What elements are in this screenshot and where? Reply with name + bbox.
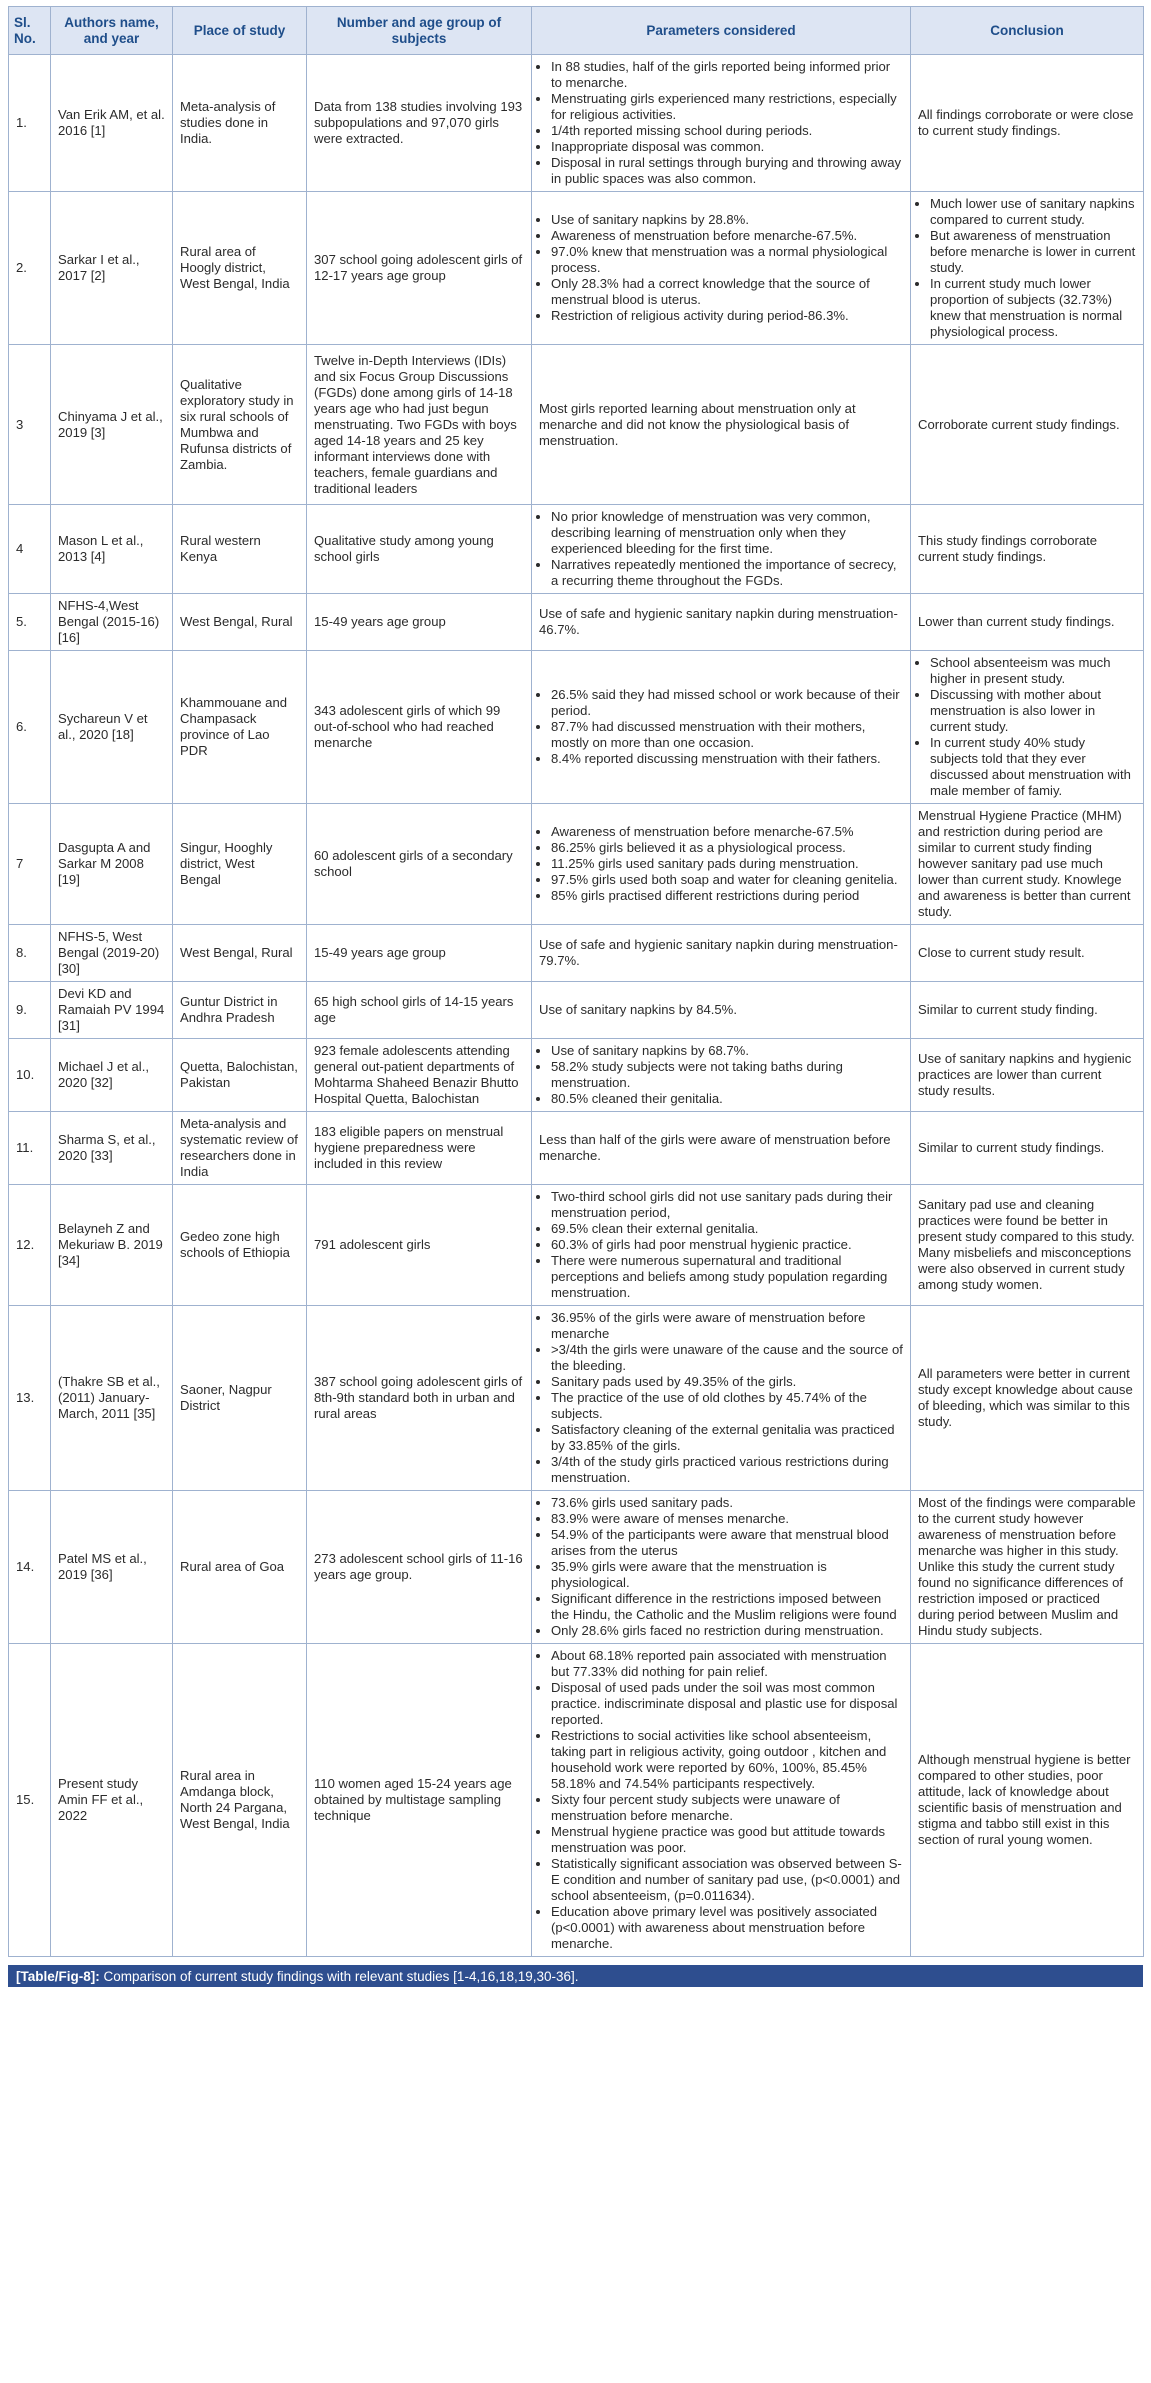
cell-parameters — [532, 804, 911, 925]
cell-subjects: 65 high school girls of 14-15 years age — [307, 982, 532, 1039]
cell-author: Present study Amin FF et al., 2022 — [51, 1644, 173, 1957]
comparison-table — [8, 6, 1144, 1957]
parameter-item: • In 88 studies, half of the girls reported being informed prior to menarche. — [551, 59, 903, 91]
parameter-item: Use of sanitary napkins by 84.5%. — [539, 1002, 737, 1017]
header-parameters: Parameters considered — [532, 7, 911, 55]
cell-author: Mason L et al., 2013 [4] — [51, 505, 173, 594]
parameter-item: • >3/4th the girls were unaware of the cause and the source of the bleeding. — [551, 1342, 903, 1374]
cell-conclusion — [911, 925, 1144, 982]
parameter-item: • Only 28.3% had a correct knowledge that the source of menstrual blood is uterus. — [551, 276, 903, 308]
parameter-item: • No prior knowledge of menstruation was very common, describing learning of menstruation only when they experienced bleeding for the first time. — [551, 509, 903, 557]
cell-place: West Bengal, Rural — [173, 594, 307, 651]
table-row — [9, 925, 1144, 982]
parameter-item-list — [539, 1189, 903, 1301]
parameter-item: • 87.7% had discussed menstruation with their mothers, mostly on more than one occasion. — [551, 719, 903, 751]
parameter-item: • Disposal in rural settings through burying and throwing away in public spaces was also common. — [551, 155, 903, 187]
parameter-item-list — [539, 212, 903, 324]
header-sl-no: Sl. No. — [9, 7, 51, 55]
cell-subjects: Twelve in-Depth Interviews (IDIs) and six Focus Group Discussions (FGDs) done among girls of 14-18 years age who had just begun menstruating. Two FGDs with boys aged 14-18 years and 25 key informant interviews done with teachers, female guardians and traditional leaders — [307, 345, 532, 505]
cell-subjects: Qualitative study among young school girls — [307, 505, 532, 594]
cell-sl-no: 8. — [9, 925, 51, 982]
cell-place: Guntur District in Andhra Pradesh — [173, 982, 307, 1039]
cell-conclusion — [911, 1039, 1144, 1112]
parameter-item: • The practice of the use of old clothes by 45.74% of the subjects. — [551, 1390, 903, 1422]
parameter-item: • 1/4th reported missing school during periods. — [551, 123, 903, 139]
table-row — [9, 594, 1144, 651]
cell-conclusion — [911, 982, 1144, 1039]
cell-sl-no: 11. — [9, 1112, 51, 1185]
parameter-item: • 8.4% reported discussing menstruation with their fathers. — [551, 751, 903, 767]
cell-parameters — [532, 1644, 911, 1957]
parameter-item: • 86.25% girls believed it as a physiological process. — [551, 840, 903, 856]
cell-sl-no: 7 — [9, 804, 51, 925]
parameter-item: • 60.3% of girls had poor menstrual hygienic practice. — [551, 1237, 903, 1253]
cell-parameters — [532, 1306, 911, 1491]
table-row — [9, 804, 1144, 925]
cell-conclusion — [911, 1185, 1144, 1306]
table-row — [9, 1491, 1144, 1644]
cell-parameters — [532, 594, 911, 651]
parameter-item: • There were numerous supernatural and traditional perceptions and beliefs among study population regarding menstruation. — [551, 1253, 903, 1301]
conclusion-item: • School absenteeism was much higher in present study. — [930, 655, 1136, 687]
cell-sl-no: 14. — [9, 1491, 51, 1644]
cell-author: Chinyama J et al., 2019 [3] — [51, 345, 173, 505]
cell-conclusion — [911, 1306, 1144, 1491]
cell-place: Meta-analysis of studies done in India. — [173, 55, 307, 192]
cell-author: Patel MS et al., 2019 [36] — [51, 1491, 173, 1644]
parameter-item: • Restriction of religious activity during period-86.3%. — [551, 308, 903, 324]
cell-author: Belayneh Z and Mekuriaw B. 2019 [34] — [51, 1185, 173, 1306]
conclusion-item-list — [918, 655, 1136, 799]
conclusion-item: Close to current study result. — [918, 945, 1085, 960]
cell-subjects: 307 school going adolescent girls of 12-17 years age group — [307, 192, 532, 345]
parameter-item: • 85% girls practised different restrictions during period — [551, 888, 903, 904]
cell-parameters — [532, 192, 911, 345]
cell-conclusion — [911, 594, 1144, 651]
parameter-item: • Sixty four percent study subjects were unaware of menstruation before menarche. — [551, 1792, 903, 1824]
cell-subjects: 183 eligible papers on menstrual hygiene preparedness were included in this review — [307, 1112, 532, 1185]
parameter-item: • Only 28.6% girls faced no restriction during menstruation. — [551, 1623, 903, 1639]
conclusion-item: Lower than current study findings. — [918, 614, 1115, 629]
cell-sl-no: 5. — [9, 594, 51, 651]
parameter-item: • 97.0% knew that menstruation was a normal physiological process. — [551, 244, 903, 276]
cell-conclusion — [911, 1112, 1144, 1185]
parameter-item: Use of safe and hygienic sanitary napkin during menstruation-79.7%. — [539, 937, 898, 968]
cell-parameters — [532, 345, 911, 505]
header-subjects: Number and age group of subjects — [307, 7, 532, 55]
conclusion-item: Although menstrual hygiene is better compared to other studies, poor attitude, lack of knowledge about scientific basis of menstruation and stigma and tabbo still exist in this section of rural young women. — [918, 1752, 1131, 1847]
table-row — [9, 1112, 1144, 1185]
parameter-item-list — [539, 1310, 903, 1486]
cell-sl-no: 15. — [9, 1644, 51, 1957]
cell-conclusion — [911, 345, 1144, 505]
cell-parameters — [532, 1112, 911, 1185]
cell-conclusion — [911, 804, 1144, 925]
cell-sl-no: 2. — [9, 192, 51, 345]
parameter-item: • Use of sanitary napkins by 68.7%. — [551, 1043, 903, 1059]
conclusion-item: All findings corroborate or were close to current study findings. — [918, 107, 1134, 138]
parameter-item: • 35.9% girls were aware that the menstruation is physiological. — [551, 1559, 903, 1591]
cell-conclusion — [911, 1491, 1144, 1644]
conclusion-item: Menstrual Hygiene Practice (MHM) and restriction during period are similar to current study finding however sanitary pad use much lower than current study. Knowlege and awareness is better than current study. — [918, 808, 1131, 919]
conclusion-item: • Much lower use of sanitary napkins compared to current study. — [930, 196, 1136, 228]
cell-author: NFHS-4,West Bengal (2015-16) [16] — [51, 594, 173, 651]
cell-place: Meta-analysis and systematic review of researchers done in India — [173, 1112, 307, 1185]
header-conclusion: Conclusion — [911, 7, 1144, 55]
parameter-item-list — [539, 59, 903, 187]
table-row — [9, 651, 1144, 804]
parameter-item: Less than half of the girls were aware of menstruation before menarche. — [539, 1132, 891, 1163]
cell-author: Michael J et al., 2020 [32] — [51, 1039, 173, 1112]
cell-parameters — [532, 651, 911, 804]
parameter-item: • Narratives repeatedly mentioned the importance of secrecy, a recurring theme throughout the FGDs. — [551, 557, 903, 589]
cell-place: Gedeo zone high schools of Ethiopia — [173, 1185, 307, 1306]
table-row — [9, 1306, 1144, 1491]
table-body — [9, 55, 1144, 1957]
parameter-item: • 36.95% of the girls were aware of menstruation before menarche — [551, 1310, 903, 1342]
conclusion-item-list — [918, 196, 1136, 340]
parameter-item-list — [539, 824, 903, 904]
cell-sl-no: 1. — [9, 55, 51, 192]
parameter-item: • Two-third school girls did not use sanitary pads during their menstruation period, — [551, 1189, 903, 1221]
cell-place: Rural area of Goa — [173, 1491, 307, 1644]
caption-label: [Table/Fig-8]: — [16, 1969, 100, 1984]
parameter-item-list — [539, 509, 903, 589]
cell-subjects: 60 adolescent girls of a secondary school — [307, 804, 532, 925]
table-row — [9, 1185, 1144, 1306]
cell-sl-no: 4 — [9, 505, 51, 594]
conclusion-item: All parameters were better in current study except knowledge about cause of bleeding, which was similar to this study. — [918, 1366, 1133, 1429]
parameter-item: • 58.2% study subjects were not taking baths during menstruation. — [551, 1059, 903, 1091]
conclusion-item: Corroborate current study findings. — [918, 416, 1120, 432]
conclusion-item: Use of sanitary napkins and hygienic practices are lower than current study results. — [918, 1051, 1132, 1098]
cell-author: Devi KD and Ramaiah PV 1994 [31] — [51, 982, 173, 1039]
cell-sl-no: 9. — [9, 982, 51, 1039]
parameter-item: • Awareness of menstruation before menarche-67.5%. — [551, 228, 903, 244]
cell-subjects: 791 adolescent girls — [307, 1185, 532, 1306]
table-row — [9, 55, 1144, 192]
cell-subjects: Data from 138 studies involving 193 subpopulations and 97,070 girls were extracted. — [307, 55, 532, 192]
cell-subjects: 343 adolescent girls of which 99 out-of-school who had reached menarche — [307, 651, 532, 804]
parameter-item: • Inappropriate disposal was common. — [551, 139, 903, 155]
cell-sl-no: 10. — [9, 1039, 51, 1112]
parameter-item: • Awareness of menstruation before menarche-67.5% — [551, 824, 903, 840]
cell-parameters — [532, 55, 911, 192]
cell-subjects: 15-49 years age group — [307, 925, 532, 982]
parameter-item: • Menstrual hygiene practice was good but attitude towards menstruation was poor. — [551, 1824, 903, 1856]
conclusion-item: Sanitary pad use and cleaning practices were found be better in present study compared to this study. Many misbeliefs and misconceptions were also observed in current study among study women. — [918, 1197, 1135, 1292]
conclusion-item: • Discussing with mother about menstruation is also lower in current study. — [930, 687, 1136, 735]
cell-author: Sharma S, et al., 2020 [33] — [51, 1112, 173, 1185]
cell-place: Rural area of Hoogly district, West Bengal, India — [173, 192, 307, 345]
cell-subjects: 110 women aged 15-24 years age obtained by multistage sampling technique — [307, 1644, 532, 1957]
cell-subjects: 923 female adolescents attending general out-patient departments of Mohtarma Shaheed Benazir Bhutto Hospital Quetta, Balochistan — [307, 1039, 532, 1112]
cell-place: Quetta, Balochistan, Pakistan — [173, 1039, 307, 1112]
parameter-item: • 3/4th of the study girls practiced various restrictions during menstruation. — [551, 1454, 903, 1486]
parameter-item-list — [539, 1495, 903, 1639]
parameter-item: • 69.5% clean their external genitalia. — [551, 1221, 903, 1237]
parameter-item: • Satisfactory cleaning of the external genitalia was practiced by 33.85% of the girls. — [551, 1422, 903, 1454]
parameter-item: • Menstruating girls experienced many restrictions, especially for religious activities. — [551, 91, 903, 123]
parameter-item: • 97.5% girls used both soap and water for cleaning genitelia. — [551, 872, 903, 888]
table-row — [9, 505, 1144, 594]
header-place: Place of study — [173, 7, 307, 55]
conclusion-item: • But awareness of menstruation before menarche is lower in current study. — [930, 228, 1136, 276]
cell-conclusion — [911, 1644, 1144, 1957]
parameter-item: • About 68.18% reported pain associated with menstruation but 77.33% did nothing for pain relief. — [551, 1648, 903, 1680]
parameter-item: • Significant difference in the restrictions imposed between the Hindu, the Catholic and the Muslim religions were found — [551, 1591, 903, 1623]
cell-place: Saoner, Nagpur District — [173, 1306, 307, 1491]
cell-subjects: 273 adolescent school girls of 11-16 years age group. — [307, 1491, 532, 1644]
parameter-item: • 80.5% cleaned their genitalia. — [551, 1091, 903, 1107]
cell-author: (Thakre SB et al., (2011) January-March, 2011 [35] — [51, 1306, 173, 1491]
cell-parameters — [532, 1491, 911, 1644]
cell-parameters — [532, 505, 911, 594]
cell-place: Rural western Kenya — [173, 505, 307, 594]
parameter-item: • Education above primary level was positively associated (p<0.0001) with awareness about menstruation before menarche. — [551, 1904, 903, 1952]
cell-author: Sarkar I et al., 2017 [2] — [51, 192, 173, 345]
parameter-item: • Restrictions to social activities like school absenteeism, taking part in religious activity, going outdoor , kitchen and household work were reported by 60%, 100%, 85.45% 58.18% and 74.54% participants respectively. — [551, 1728, 903, 1792]
cell-place: West Bengal, Rural — [173, 925, 307, 982]
parameter-item: • Use of sanitary napkins by 28.8%. — [551, 212, 903, 228]
cell-place: Singur, Hooghly district, West Bengal — [173, 804, 307, 925]
header-authors: Authors name, and year — [51, 7, 173, 55]
cell-place: Khammouane and Champasack province of Lao PDR — [173, 651, 307, 804]
parameter-item: • Sanitary pads used by 49.35% of the girls. — [551, 1374, 903, 1390]
table-row — [9, 192, 1144, 345]
cell-parameters — [532, 925, 911, 982]
cell-parameters — [532, 1185, 911, 1306]
table-row — [9, 1644, 1144, 1957]
cell-author: Dasgupta A and Sarkar M 2008 [19] — [51, 804, 173, 925]
conclusion-item: Similar to current study findings. — [918, 1140, 1105, 1155]
cell-sl-no: 13. — [9, 1306, 51, 1491]
parameter-item-list — [539, 687, 903, 767]
cell-author: NFHS-5, West Bengal (2019-20) [30] — [51, 925, 173, 982]
parameter-item: • 26.5% said they had missed school or work because of their period. — [551, 687, 903, 719]
cell-parameters — [532, 982, 911, 1039]
table-row — [9, 982, 1144, 1039]
cell-subjects: 387 school going adolescent girls of 8th-9th standard both in urban and rural areas — [307, 1306, 532, 1491]
parameter-item: • Statistically significant association was observed between S-E condition and number of sanitary pad use, (p<0.0001) and school absenteeism, (p=0.011634). — [551, 1856, 903, 1904]
cell-author: Sychareun V et al., 2020 [18] — [51, 651, 173, 804]
conclusion-item: This study findings corroborate current study findings. — [918, 533, 1098, 564]
cell-sl-no: 6. — [9, 651, 51, 804]
cell-conclusion — [911, 55, 1144, 192]
cell-sl-no: 3 — [9, 345, 51, 505]
cell-place: Qualitative exploratory study in six rural schools of Mumbwa and Rufunsa districts of Zambia. — [173, 345, 307, 505]
parameter-item: • 83.9% were aware of menses menarche. — [551, 1511, 903, 1527]
conclusion-item: • In current study 40% study subjects told that they ever discussed about menstruation with male member of famiy. — [930, 735, 1136, 799]
conclusion-item: • In current study much lower proportion of subjects (32.73%) knew that menstruation is normal physiological process. — [930, 276, 1136, 340]
table-row — [9, 1039, 1144, 1112]
conclusion-item: Most of the findings were comparable to the current study however awareness of menstruation before menarche was higher in this study. Unlike this study the current study found no significance differences of restriction imposed or practiced during period between Muslim and Hindu study subjects. — [918, 1495, 1136, 1638]
parameter-item-list — [539, 1043, 903, 1107]
cell-author: Van Erik AM, et al. 2016 [1] — [51, 55, 173, 192]
cell-conclusion — [911, 192, 1144, 345]
cell-subjects: 15-49 years age group — [307, 594, 532, 651]
cell-place: Rural area in Amdanga block, North 24 Pargana, West Bengal, India — [173, 1644, 307, 1957]
caption-text: Comparison of current study findings with relevant studies [1-4,16,18,19,30-36]. — [103, 1969, 579, 1984]
parameter-item: • 54.9% of the participants were aware that menstrual blood arises from the uterus — [551, 1527, 903, 1559]
parameter-item: • 73.6% girls used sanitary pads. — [551, 1495, 903, 1511]
table-caption — [8, 1965, 1143, 1987]
parameter-item: • 11.25% girls used sanitary pads during menstruation. — [551, 856, 903, 872]
parameter-item: • Disposal of used pads under the soil was most common practice. indiscriminate disposal and plastic use for disposal reported. — [551, 1680, 903, 1728]
parameter-item: Use of safe and hygienic sanitary napkin during menstruation-46.7%. — [539, 606, 898, 637]
conclusion-item: Similar to current study finding. — [918, 1002, 1098, 1017]
cell-conclusion — [911, 505, 1144, 594]
table-row — [9, 345, 1144, 505]
table-header-row — [9, 7, 1144, 55]
cell-sl-no: 12. — [9, 1185, 51, 1306]
cell-conclusion — [911, 651, 1144, 804]
parameter-item: Most girls reported learning about menstruation only at menarche and did not know the physiological basis of menstruation. — [539, 400, 856, 448]
cell-parameters — [532, 1039, 911, 1112]
parameter-item-list — [539, 1648, 903, 1952]
